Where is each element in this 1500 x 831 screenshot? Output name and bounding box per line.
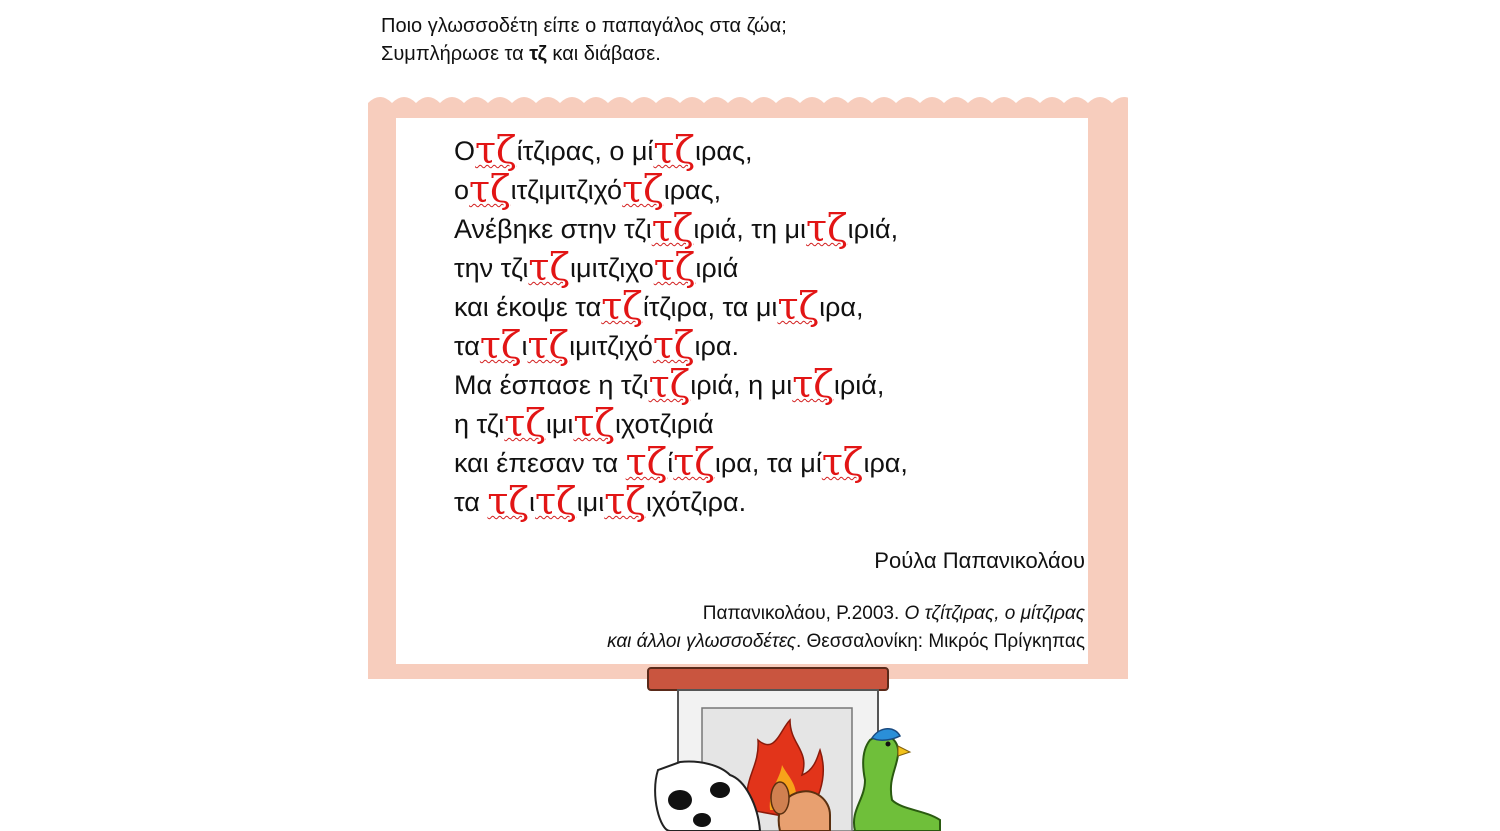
poem-text: ιρα, bbox=[819, 292, 864, 322]
filled-tz: τζ bbox=[504, 401, 546, 445]
poem-text: ιχότζιρα. bbox=[645, 487, 747, 517]
citation bbox=[607, 600, 1085, 656]
poem-text: ιμιτζιχό bbox=[569, 331, 653, 361]
poem-line bbox=[454, 362, 908, 406]
filled-tz: τζ bbox=[535, 479, 577, 523]
fireplace-mantel bbox=[648, 668, 888, 690]
citation-line-2: και άλλοι γλωσσοδέτες. Θεσσαλονίκη: Μικρός Πρίγκηπας bbox=[607, 631, 1085, 652]
poem-text: ίτζιρας, ο μί bbox=[516, 136, 654, 166]
filled-tz: τζ bbox=[479, 323, 522, 367]
poem bbox=[454, 128, 908, 523]
filled-tz: τζ bbox=[528, 245, 571, 289]
instructions bbox=[381, 12, 787, 68]
poem-line bbox=[454, 479, 908, 523]
filled-tz: τζ bbox=[792, 362, 834, 406]
animals-by-fireplace-illustration bbox=[640, 660, 950, 831]
poem-text: ιριά bbox=[695, 253, 739, 283]
poem-line bbox=[454, 206, 908, 250]
poem-text: ίτζιρα, τα μι bbox=[642, 292, 778, 322]
poem-line bbox=[454, 284, 908, 328]
poem-text: τα bbox=[454, 331, 480, 361]
poem-text: Ο bbox=[454, 136, 476, 166]
poem-text: ιμι bbox=[576, 487, 605, 517]
filled-tz: τζ bbox=[601, 284, 643, 328]
poem-line bbox=[454, 401, 908, 445]
poem-text: ιτζιμιτζιχό bbox=[510, 175, 623, 205]
poem-line bbox=[454, 245, 908, 289]
filled-tz: τζ bbox=[673, 440, 715, 484]
poem-text: ιμιτζιχο bbox=[570, 253, 654, 283]
filled-tz: τζ bbox=[475, 128, 517, 172]
target-letters: τζ bbox=[529, 43, 547, 65]
poem-text: και έκοψε τα bbox=[454, 292, 602, 322]
poem-text: ιριά, τη μι bbox=[693, 214, 807, 244]
filled-tz: τζ bbox=[625, 440, 668, 484]
poem-text: ιριά, bbox=[847, 214, 899, 244]
poem-text: Ανέβηκε στην τζι bbox=[454, 214, 652, 244]
poem-text: ιμι bbox=[545, 409, 574, 439]
poem-text: ιρα, bbox=[863, 448, 908, 478]
poem-text: ιριά, bbox=[833, 370, 885, 400]
parrot bbox=[854, 736, 940, 831]
filled-tz: τζ bbox=[648, 362, 691, 406]
filled-tz: τζ bbox=[527, 323, 570, 367]
poem-text: και έπεσαν τα bbox=[454, 448, 626, 478]
torn-paper-edge bbox=[368, 91, 1128, 103]
filled-tz: τζ bbox=[652, 323, 695, 367]
poem-text: τα bbox=[454, 487, 488, 517]
poem-text: ιρα. bbox=[694, 331, 739, 361]
filled-tz: τζ bbox=[806, 206, 848, 250]
book-title-part-2: και άλλοι γλωσσοδέτες bbox=[607, 631, 796, 652]
poem-line bbox=[454, 167, 908, 211]
book-title-part-1: Ο τζίτζιρας, ο μίτζιρας bbox=[904, 603, 1085, 624]
filled-tz: τζ bbox=[821, 440, 864, 484]
filled-tz: τζ bbox=[651, 206, 694, 250]
filled-tz: τζ bbox=[573, 401, 616, 445]
poem-text: ι bbox=[521, 331, 528, 361]
poem-text: ί bbox=[667, 448, 674, 478]
poem-text: ιχοτζιριά bbox=[615, 409, 714, 439]
filled-tz: τζ bbox=[622, 167, 664, 211]
poem-text: η τζι bbox=[454, 409, 505, 439]
filled-tz: τζ bbox=[604, 479, 646, 523]
filled-tz: τζ bbox=[487, 479, 530, 523]
citation-line-1: Παπανικολάου, Ρ.2003. Ο τζίτζιρας, ο μίτζιρας bbox=[702, 603, 1085, 624]
poem-text: Μα έσπασε η τζι bbox=[454, 370, 649, 400]
poem-line bbox=[454, 128, 908, 172]
poem-text: την τζι bbox=[454, 253, 529, 283]
poem-text: ιριά, η μι bbox=[690, 370, 793, 400]
poem-author: Ρούλα Παπανικολάου bbox=[874, 548, 1085, 573]
poem-text: ιρας, bbox=[695, 136, 753, 166]
poem-line bbox=[454, 440, 908, 484]
poem-text: ιρας, bbox=[663, 175, 722, 205]
poem-text: ο bbox=[454, 175, 470, 205]
filled-tz: τζ bbox=[469, 167, 511, 211]
filled-tz: τζ bbox=[653, 245, 696, 289]
poem-text: ι bbox=[529, 487, 536, 517]
poem-text: ιρα, τα μί bbox=[714, 448, 822, 478]
filled-tz: τζ bbox=[653, 128, 696, 172]
filled-tz: τζ bbox=[777, 284, 820, 328]
poem-line bbox=[454, 323, 908, 367]
instruction-task: Συμπλήρωσε τα τζ και διάβασε. bbox=[381, 43, 661, 65]
instruction-question: Ποιο γλωσσοδέτη είπε ο παπαγάλος στα ζώα; bbox=[381, 15, 787, 37]
